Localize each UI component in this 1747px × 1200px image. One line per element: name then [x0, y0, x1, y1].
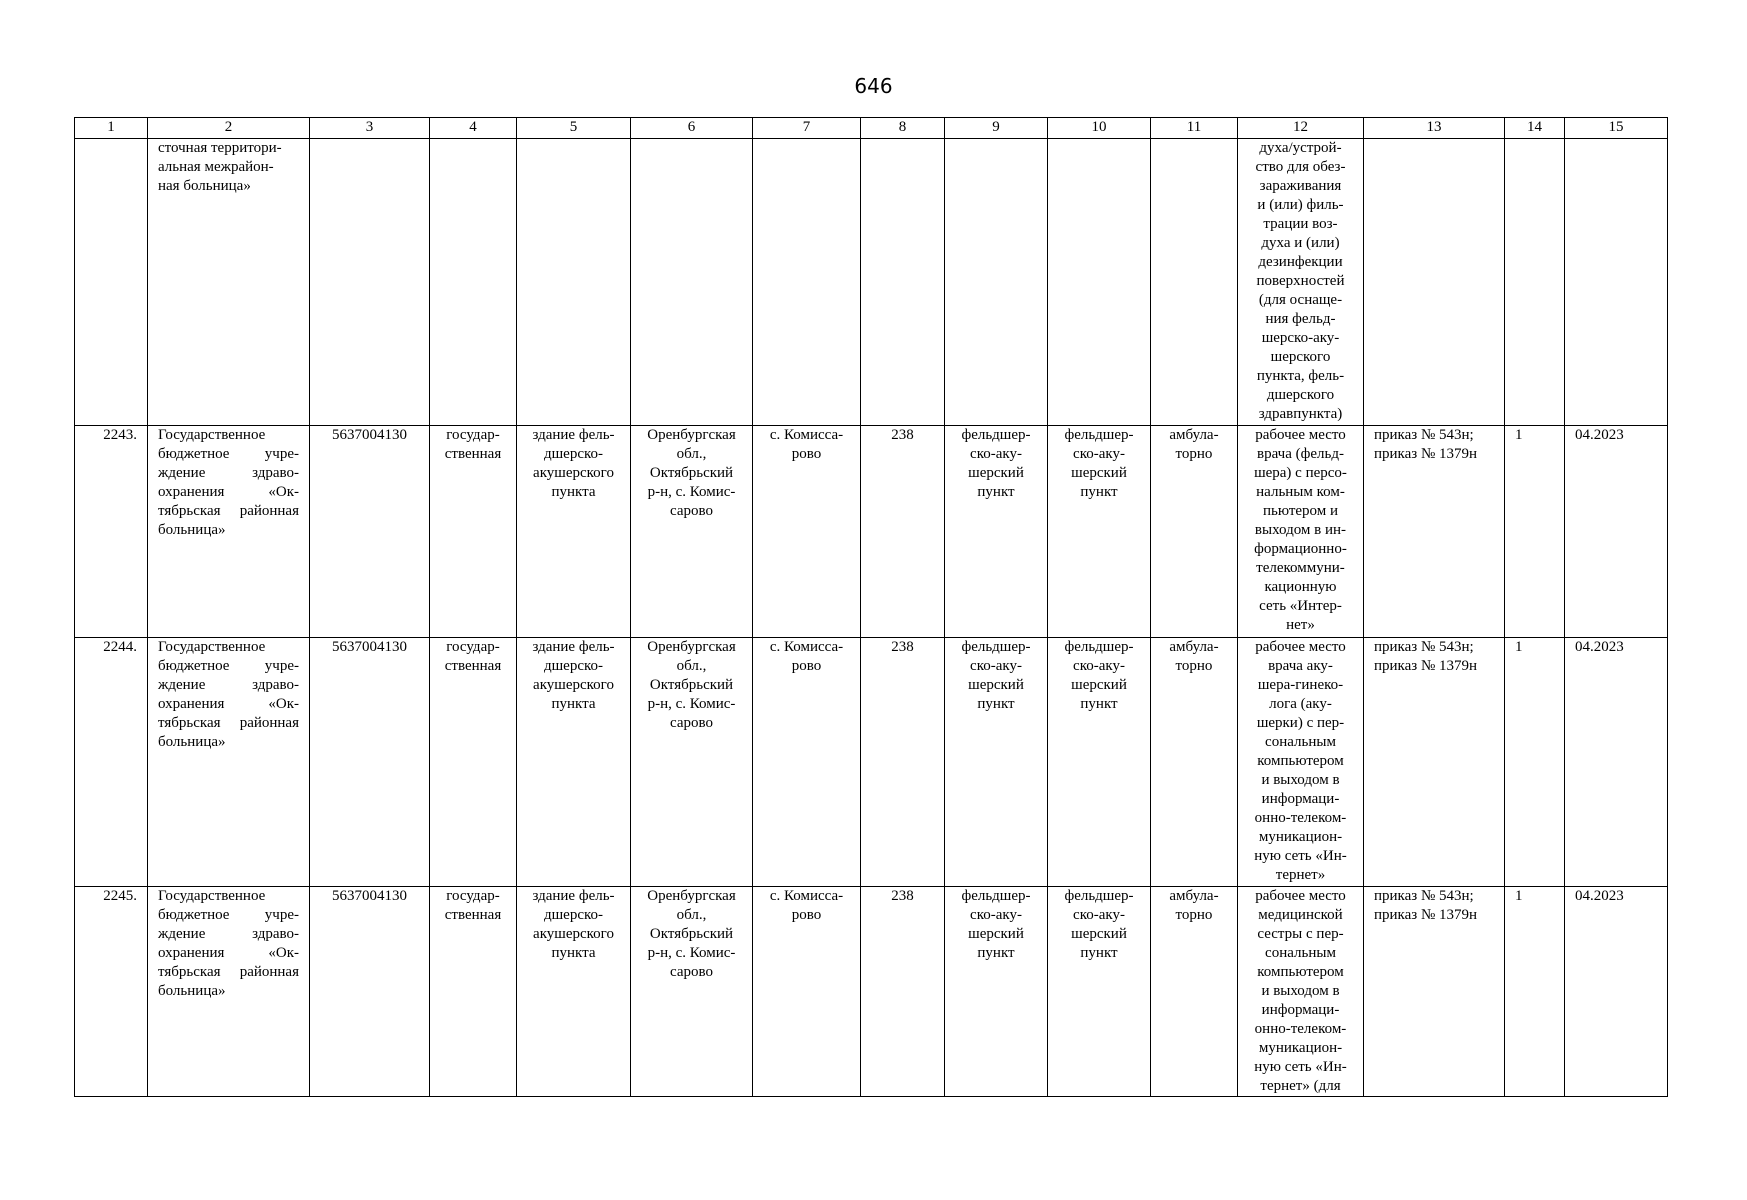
table-cell [945, 139, 1048, 426]
cell-care-form: амбула- торно [1151, 638, 1238, 887]
table-cell [1364, 139, 1505, 426]
table-cell [861, 139, 945, 426]
table-cell [75, 139, 148, 426]
cell-code: 238 [861, 638, 945, 887]
cell-care-form: амбула- торно [1151, 887, 1238, 1097]
cell-date: 04.2023 [1565, 887, 1668, 1097]
table-cell [1505, 139, 1565, 426]
cell-unit-type: фельдшер- ско-аку- шерский пункт [945, 426, 1048, 638]
cell-code: 238 [861, 887, 945, 1097]
column-header: 2 [148, 118, 310, 139]
cell-equipment: рабочее место врача аку- шера-гинеко- лога (аку- шерки) с пер- сональным компьютером и выходом в информаци- онно-телеком- муникацион- ную сеть «Ин- тернет» [1238, 638, 1364, 887]
cell-care-form: амбула- торно [1151, 426, 1238, 638]
register-table [74, 117, 1668, 1097]
cell-organization: Государственное бюджетное учре-ждение здраво-охранения «Ок-тябрьская районная больница» [148, 887, 310, 1097]
cell-building: здание фель- дшерско- акушерского пункта [517, 426, 631, 638]
column-header: 15 [1565, 118, 1668, 139]
column-header: 7 [753, 118, 861, 139]
cell-building: здание фель- дшерско- акушерского пункта [517, 887, 631, 1097]
cell-quantity: 1 [1505, 638, 1565, 887]
cell-address: Оренбургская обл., Октябрьский р-н, с. Комис- сарово [631, 887, 753, 1097]
cell-equipment: рабочее место медицинской сестры с пер- сональным компьютером и выходом в информаци- онно-телеком- муникацион- ную сеть «Ин- тернет» (для [1238, 887, 1364, 1097]
cell-inn: 5637004130 [310, 426, 430, 638]
cell-unit-type: фельдшер- ско-аку- шерский пункт [945, 638, 1048, 887]
cell-row-number: 2244. [75, 638, 148, 887]
cell-locality: с. Комисса- рово [753, 638, 861, 887]
cell-locality: с. Комисса- рово [753, 426, 861, 638]
table-cell [310, 139, 430, 426]
cell-date: 04.2023 [1565, 638, 1668, 887]
cell-ownership: государ- ственная [430, 887, 517, 1097]
cell-row-number: 2245. [75, 887, 148, 1097]
cell-orders: приказ № 543н; приказ № 1379н [1364, 426, 1505, 638]
table-cell [430, 139, 517, 426]
column-header: 3 [310, 118, 430, 139]
column-header: 6 [631, 118, 753, 139]
column-header: 10 [1048, 118, 1151, 139]
table-cell [631, 139, 753, 426]
table-cell [1565, 139, 1668, 426]
column-header: 12 [1238, 118, 1364, 139]
cell-ownership: государ- ственная [430, 638, 517, 887]
cell-building: здание фель- дшерско- акушерского пункта [517, 638, 631, 887]
cell-unit: фельдшер- ско-аку- шерский пункт [1048, 426, 1151, 638]
column-number-header [75, 118, 1668, 139]
cell-orders: приказ № 543н; приказ № 1379н [1364, 638, 1505, 887]
cell-quantity: 1 [1505, 426, 1565, 638]
cell-organization: Государственное бюджетное учре-ждение здраво-охранения «Ок-тябрьская районная больница» [148, 638, 310, 887]
cell-organization: Государственное бюджетное учре-ждение здраво-охранения «Ок-тябрьская районная больница» [148, 426, 310, 638]
cell-unit-type: фельдшер- ско-аку- шерский пункт [945, 887, 1048, 1097]
column-header: 4 [430, 118, 517, 139]
cell-unit: фельдшер- ско-аку- шерский пункт [1048, 887, 1151, 1097]
cell-row-number: 2243. [75, 426, 148, 638]
column-header: 5 [517, 118, 631, 139]
column-header: 11 [1151, 118, 1238, 139]
table-row [75, 426, 1668, 638]
page-number: 646 [854, 74, 893, 98]
cell-inn: 5637004130 [310, 887, 430, 1097]
cell-orders: приказ № 543н; приказ № 1379н [1364, 887, 1505, 1097]
column-header: 1 [75, 118, 148, 139]
cell-address: Оренбургская обл., Октябрьский р-н, с. Комис- сарово [631, 638, 753, 887]
table-row [75, 638, 1668, 887]
table-row-continuation [75, 139, 1668, 426]
column-header: 14 [1505, 118, 1565, 139]
cell-date: 04.2023 [1565, 426, 1668, 638]
column-header: 9 [945, 118, 1048, 139]
table-row [75, 887, 1668, 1097]
cell-address: Оренбургская обл., Октябрьский р-н, с. Комис- сарово [631, 426, 753, 638]
cell-locality: с. Комисса- рово [753, 887, 861, 1097]
cell-quantity: 1 [1505, 887, 1565, 1097]
cell-equipment: духа/устрой- ство для обез- зараживания и (или) филь- трации воз- духа и (или) дезинфекции поверхностей (для оснаще- ния фельд- шерско-аку- шерского пункта, фель- дшерского здравпункта) [1238, 139, 1364, 426]
cell-inn: 5637004130 [310, 638, 430, 887]
table-cell [753, 139, 861, 426]
table-cell [517, 139, 631, 426]
cell-unit: фельдшер- ско-аку- шерский пункт [1048, 638, 1151, 887]
cell-code: 238 [861, 426, 945, 638]
column-header: 13 [1364, 118, 1505, 139]
table-cell [1048, 139, 1151, 426]
table-cell [1151, 139, 1238, 426]
column-header: 8 [861, 118, 945, 139]
cell-equipment: рабочее место врача (фельд- шера) с персо- нальным ком- пьютером и выходом в ин- формационно- телекоммуни- кационную сеть «Интер- нет» [1238, 426, 1364, 638]
cell-ownership: государ- ственная [430, 426, 517, 638]
cell-organization: сточная территори- альная межрайон- ная больница» [148, 139, 310, 426]
